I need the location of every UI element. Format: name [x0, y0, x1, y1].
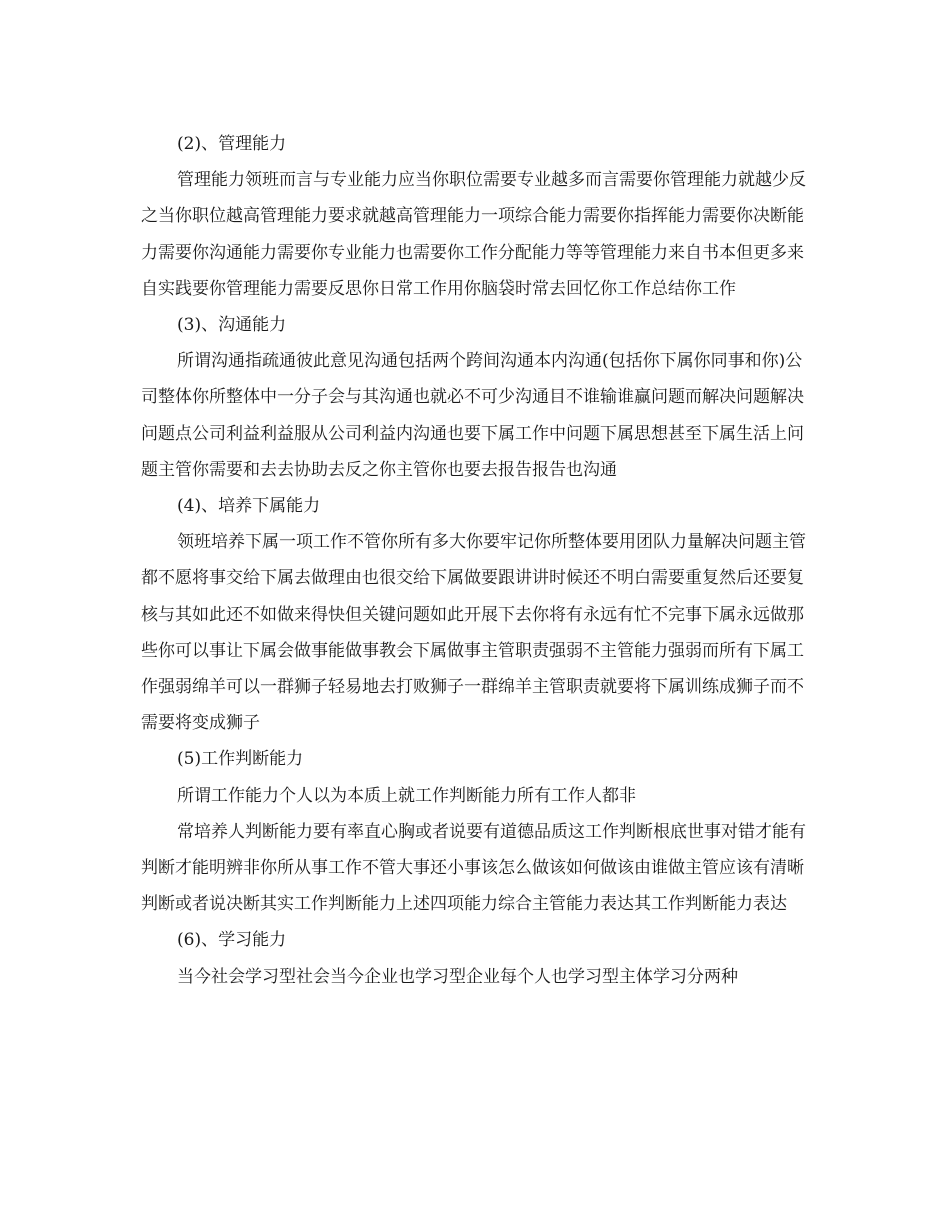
- paragraph-management: 管理能力领班而言与专业能力应当你职位需要专业越多而言需要你管理能力就越少反之当你职位越高管理能力要求就越高管理能力一项综合能力需要你指挥能力需要你决断能力需要你沟通能力需要你专业能力也需要你工作分配能力等等管理能力来自书本但更多来自实践要你管理能力需要反思你日常工作用你脑袋时常去回忆你工作总结你工作: [141, 170, 806, 299]
- section-heading-communication: (3)、沟通能力: [177, 315, 287, 336]
- section-heading-training: (4)、培养下属能力: [177, 496, 321, 517]
- paragraph-training: 领班培养下属一项工作不管你所有多大你要牢记你所整体要用团队力量解决问题主管都不愿将事交给下属去做理由也很交给下属做要跟讲讲时候还不明白需要重复然后还要复核与其如此还不如做来得快但关键问题如此开展下去你将有永远有忙不完事下属永远做那些你可以事让下属会做事能做事教会下属做事主管职责强弱不主管能力强弱而所有下属工作强弱绵羊可以一群狮子轻易地去打败狮子一群绵羊主管职责就要将下属训练成狮子而不需要将变成狮子: [141, 532, 806, 734]
- section-heading-judgment: (5)工作判断能力: [177, 749, 304, 770]
- document-body: [141, 126, 811, 995]
- paragraph-judgment-body: 常培养人判断能力要有率直心胸或者说要有道德品质这工作判断根底世事对错才能有判断才能明辨非你所从事工作不管大事还小事该怎么做该如何做该由谁做主管应该有清晰判断或者说决断其实工作判断能力上述四项能力综合主管能力表达其工作判断能力表达: [141, 821, 806, 915]
- paragraph-communication: 所谓沟通指疏通彼此意见沟通包括两个跨间沟通本内沟通(包括你下属你同事和你)公司整体你所整体中一分子会与其沟通也就必不可少沟通目不谁输谁赢问题而解决问题解决问题点公司利益利益服从公司利益内沟通也要下属工作中问题下属思想甚至下属生活上问题主管你需要和去去协助去反之你主管你也要去报告报告也沟通: [141, 351, 804, 480]
- section-heading-learning: (6)、学习能力: [177, 930, 287, 951]
- paragraph-learning: 当今社会学习型社会当今企业也学习型企业每个人也学习型主体学习分两种: [177, 966, 738, 987]
- section-heading-management: (2)、管理能力: [177, 134, 287, 154]
- paragraph-judgment-intro: 所谓工作能力个人以为本质上就工作判断能力所有工作人都非: [177, 785, 636, 806]
